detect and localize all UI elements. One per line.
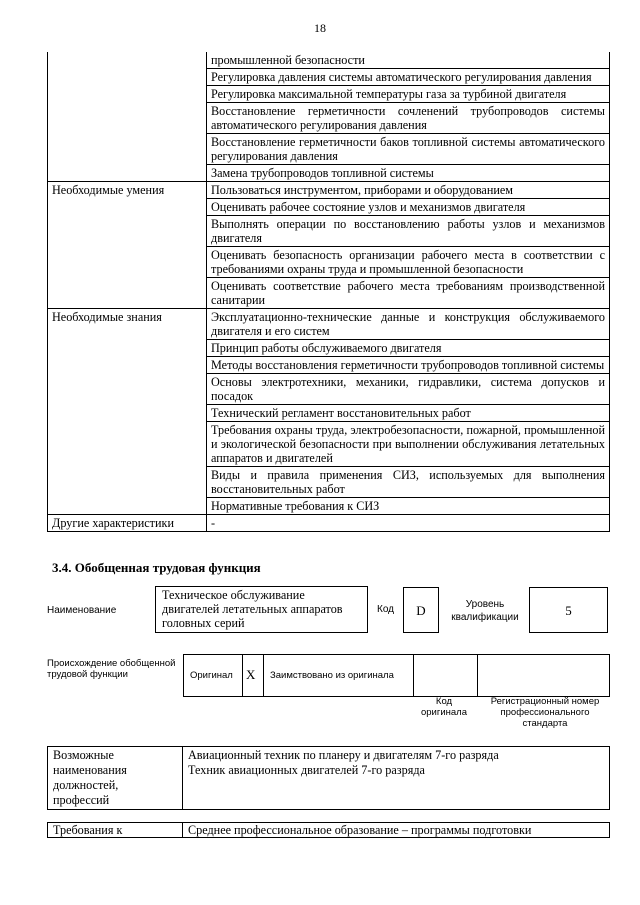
table-row <box>48 278 610 309</box>
row-category-label: Необходимые умения <box>48 182 207 199</box>
row-category-empty <box>48 467 207 498</box>
row-description: Замена трубопроводов топливной системы <box>207 165 610 182</box>
row-category-empty <box>48 69 207 86</box>
name-label: Наименование <box>47 605 117 616</box>
row-description: Технический регламент восстановительных работ <box>207 405 610 422</box>
origin-divider-3 <box>413 655 414 696</box>
table-row <box>48 86 610 103</box>
row-category-empty <box>48 405 207 422</box>
row-description: Пользоваться инструментом, приборами и оборудованием <box>207 182 610 199</box>
page-number: 18 <box>314 21 326 35</box>
table-row <box>48 422 610 467</box>
code-value-box: D <box>403 587 439 633</box>
requirements-value: Среднее профессиональное образование – программы подготовки <box>183 823 610 838</box>
row-category-empty <box>48 103 207 134</box>
origin-divider-2 <box>263 655 264 696</box>
row-category-empty <box>48 247 207 278</box>
requirements-row <box>48 823 610 838</box>
table-row <box>48 199 610 216</box>
row-category-empty <box>48 498 207 515</box>
skills-knowledge-table <box>47 52 610 532</box>
origin-divider-1 <box>242 655 243 696</box>
row-category-empty <box>48 278 207 309</box>
skills-knowledge-table-body <box>48 52 610 532</box>
positions-table <box>47 746 610 810</box>
row-category-label: Необходимые знания <box>48 309 207 340</box>
row-category-empty <box>48 340 207 357</box>
origin-box <box>183 654 610 697</box>
row-description: Оценивать соответствие рабочего места требованиям производственной санитарии <box>207 278 610 309</box>
table-row <box>48 405 610 422</box>
original-label: Оригинал <box>190 670 233 681</box>
origin-label: Происхождение обобщенной трудовой функции <box>47 658 176 680</box>
row-description: Основы электротехники, механики, гидравлики, система допусков и посадок <box>207 374 610 405</box>
table-row <box>48 357 610 374</box>
function-name-value: Техническое обслуживание двигателей летательных аппаратов головных серий <box>162 588 343 630</box>
code-original-caption: Код оригинала <box>420 696 467 718</box>
table-row <box>48 515 610 532</box>
row-description: Принцип работы обслуживаемого двигателя <box>207 340 610 357</box>
row-description: Регулировка максимальной температуры газа за турбиной двигателя <box>207 86 610 103</box>
requirements-label: Требования к <box>48 823 183 838</box>
registration-number-caption: Регистрационный номер профессионального стандарта <box>490 696 600 729</box>
row-category-empty <box>48 357 207 374</box>
table-row <box>48 182 610 199</box>
table-row <box>48 165 610 182</box>
row-category-empty <box>48 199 207 216</box>
code-label: Код <box>377 604 395 615</box>
row-category-empty <box>48 86 207 103</box>
row-category-empty <box>48 216 207 247</box>
table-row <box>48 340 610 357</box>
row-description: Эксплуатационно-технические данные и конструкция обслуживаемого двигателя и его систем <box>207 309 610 340</box>
table-row <box>48 247 610 278</box>
positions-value <box>183 747 610 810</box>
table-row <box>48 498 610 515</box>
row-description: Виды и правила применения СИЗ, используемых для выполнения восстановительных работ <box>207 467 610 498</box>
position-line-1: Авиационный техник по планеру и двигателям 7-го разряда <box>188 748 499 762</box>
row-description: Регулировка давления системы автоматического регулирования давления <box>207 69 610 86</box>
row-description: промышленной безопасности <box>207 52 610 69</box>
row-description: Выполнять операции по восстановлению работы узлов и механизмов двигателя <box>207 216 610 247</box>
row-category-empty <box>48 165 207 182</box>
row-description: Оценивать безопасность организации рабочего места в соответствии с требованиями охраны труда и промышленной безопасности <box>207 247 610 278</box>
positions-row <box>48 747 610 810</box>
row-description: Методы восстановления герметичности трубопроводов топливной системы <box>207 357 610 374</box>
row-description: Восстановление герметичности сочленений трубопроводов системы автоматического регулирования давления <box>207 103 610 134</box>
row-description: - <box>207 515 610 532</box>
row-category-empty <box>48 134 207 165</box>
origin-divider-4 <box>477 655 478 696</box>
original-mark: X <box>246 667 256 682</box>
qualification-level-box: 5 <box>529 587 608 633</box>
table-row <box>48 216 610 247</box>
requirements-table <box>47 822 610 838</box>
row-description: Нормативные требования к СИЗ <box>207 498 610 515</box>
table-row <box>48 134 610 165</box>
table-row <box>48 52 610 69</box>
borrowed-label: Заимствовано из оригинала <box>270 670 394 681</box>
qualification-level-label: Уровень квалификации <box>451 599 519 623</box>
row-description: Требования охраны труда, электробезопасности, пожарной, промышленной и экологической безопасности при выполнении обслуживания летательных аппаратов и двигателей <box>207 422 610 467</box>
row-category-label: Другие характеристики <box>48 515 207 532</box>
section-title: 3.4. Обобщенная трудовая функция <box>52 560 261 575</box>
table-row <box>48 103 610 134</box>
table-row <box>48 309 610 340</box>
row-category-empty <box>48 374 207 405</box>
row-description: Оценивать рабочее состояние узлов и механизмов двигателя <box>207 199 610 216</box>
function-name-box <box>155 586 368 633</box>
row-category-empty <box>48 52 207 69</box>
row-description: Восстановление герметичности баков топливной системы автоматического регулирования давления <box>207 134 610 165</box>
positions-label: Возможные наименования должностей, профессий <box>48 747 183 810</box>
table-row <box>48 69 610 86</box>
position-line-2: Техник авиационных двигателей 7-го разряда <box>188 763 425 777</box>
row-category-empty <box>48 422 207 467</box>
table-row <box>48 467 610 498</box>
table-row <box>48 374 610 405</box>
